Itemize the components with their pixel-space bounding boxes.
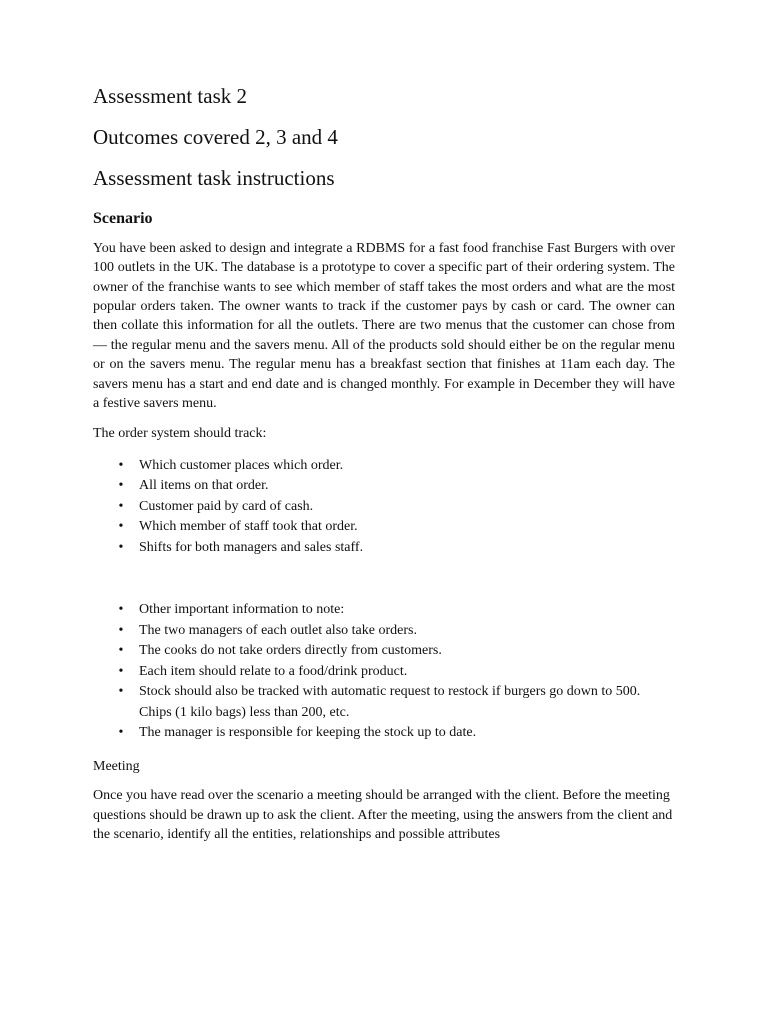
bullet-icon: • bbox=[118, 643, 124, 659]
list-item-text: Stock should also be tracked with automatic request to restock if burgers go down to 500. Chips (1 kilo bags) less than 200, etc. bbox=[139, 684, 641, 720]
track-list bbox=[93, 456, 675, 559]
list-item bbox=[93, 723, 675, 744]
list-item bbox=[93, 682, 675, 723]
list-item-text: Which customer places which order. bbox=[139, 457, 344, 473]
list-item-text: Each item should relate to a food/drink product. bbox=[139, 663, 408, 679]
list-item-text: Customer paid by card of cash. bbox=[139, 498, 314, 514]
list-item-text: Which member of staff took that order. bbox=[139, 519, 358, 535]
bullet-icon: • bbox=[118, 478, 124, 494]
track-intro: The order system should track: bbox=[93, 426, 267, 442]
list-item-text: The two managers of each outlet also take orders. bbox=[139, 622, 417, 638]
list-item-text: Other important information to note: bbox=[139, 602, 345, 618]
list-item bbox=[93, 641, 675, 662]
document-content bbox=[93, 84, 675, 844]
list-item bbox=[93, 476, 675, 497]
assessment-title: Assessment task 2 bbox=[93, 84, 247, 108]
scenario-heading: Scenario bbox=[93, 209, 153, 227]
bullet-icon: • bbox=[118, 725, 124, 741]
scenario-paragraph: You have been asked to design and integrate a RDBMS for a fast food franchise Fast Burgers with over 100 outlets in the UK. The database is a prototype to cover a specific part of their ordering system. The owner of the franchise wants to see which member of staff takes the most orders and what are the most popular orders taken. The owner wants to track if the customer pays by cash or card. The owner can then collate this information for all the outlets. There are two menus that the customer can chose from — the regular menu and the savers menu. All of the products sold should either be on the regular menu or on the savers menu. The regular menu has a breakfast section that finishes at 11am each day. The savers menu has a start and end date and is changed monthly. For example in December they will have a festive savers menu. bbox=[93, 240, 675, 411]
list-item-text: Shifts for both managers and sales staff. bbox=[139, 539, 364, 555]
list-item bbox=[93, 497, 675, 518]
list-item-text: The cooks do not take orders directly from customers. bbox=[139, 643, 442, 659]
list-item bbox=[93, 538, 675, 559]
bullet-icon: • bbox=[118, 663, 124, 679]
list-item bbox=[93, 621, 675, 642]
bullet-icon: • bbox=[118, 498, 124, 514]
list-item bbox=[93, 662, 675, 683]
outcomes-title: Outcomes covered 2, 3 and 4 bbox=[93, 125, 338, 150]
list-item bbox=[93, 600, 675, 621]
list-item bbox=[93, 517, 675, 538]
meeting-heading: Meeting bbox=[93, 758, 140, 774]
bullet-icon: • bbox=[118, 519, 124, 535]
list-item-text: All items on that order. bbox=[139, 478, 269, 494]
bullet-icon: • bbox=[118, 539, 124, 555]
list-item bbox=[93, 456, 675, 477]
instructions-title: Assessment task instructions bbox=[93, 166, 335, 191]
notes-list bbox=[93, 600, 675, 744]
bullet-icon: • bbox=[118, 602, 124, 618]
bullet-icon: • bbox=[118, 684, 124, 700]
list-item-text: The manager is responsible for keeping the stock up to date. bbox=[139, 725, 477, 741]
bullet-icon: • bbox=[118, 622, 124, 638]
bullet-icon: • bbox=[118, 457, 124, 473]
meeting-paragraph: Once you have read over the scenario a meeting should be arranged with the client. Before the meeting questions should be drawn up to ask the client. After the meeting, using the answers from the client and the scenario, identify all the entities, relationships and possible attributes bbox=[93, 788, 673, 843]
